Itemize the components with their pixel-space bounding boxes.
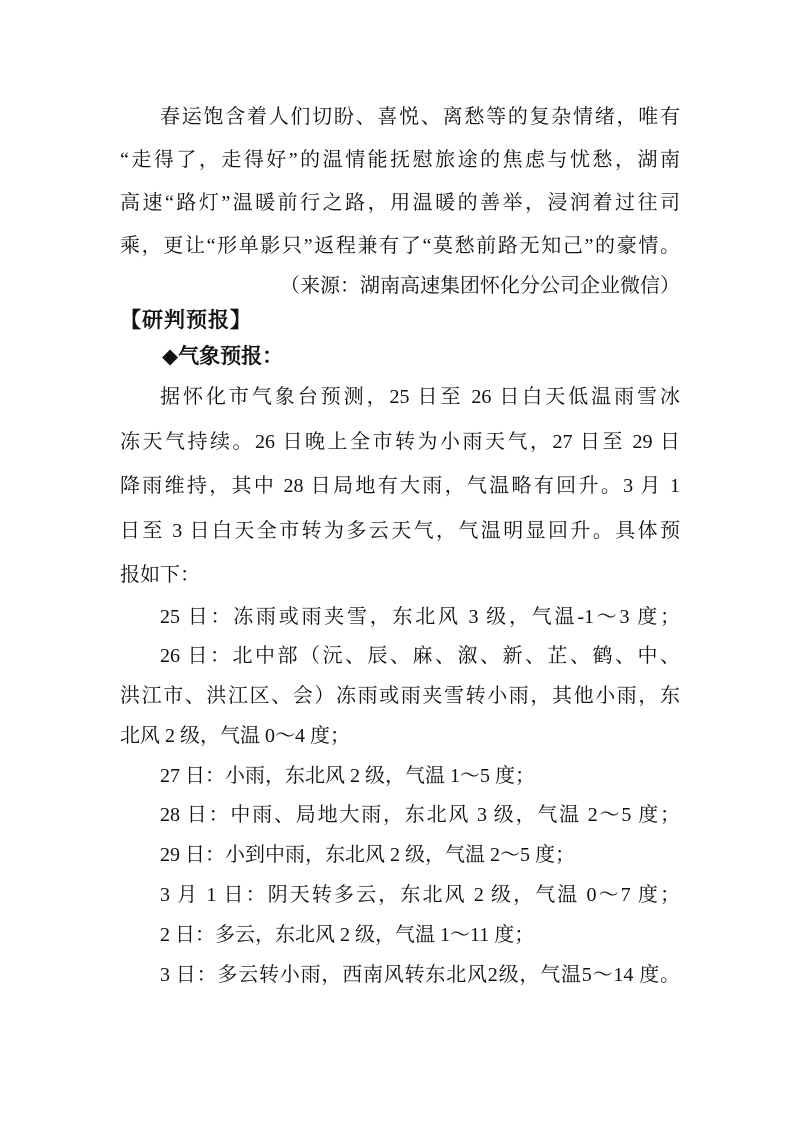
forecast-day-mar-3: 3 日：多云转小雨，西南风转东北风2级，气温5～14 度。: [160, 963, 680, 986]
forecast-intro-line-2: 冻天气持续。26 日晚上全市转为小雨天气，27 日至 29 日: [120, 430, 680, 453]
intro-line-2: “走得了，走得好”的温情能抚慰旅途的焦虑与忧愁，湖南: [120, 149, 680, 171]
subsection-heading-text: 气象预报：: [178, 344, 284, 368]
intro-line-3: 高速“路灯”温暖前行之路，用温暖的善举，浸润着过往司: [120, 192, 680, 214]
daily-forecast-list: [120, 598, 680, 996]
forecast-day-25: 25 日：冻雨或雨夹雪，东北风 3 级，气温-1～3 度；: [160, 605, 680, 628]
section-heading: 【研判预报】: [120, 309, 252, 332]
document-content: [120, 96, 680, 995]
subsection-heading: [120, 338, 680, 375]
forecast-day-26-line-3: 北风 2 级，气温 0～4 度；: [120, 724, 350, 747]
source-attribution: （来源：湖南高速集团怀化分公司企业微信）: [280, 275, 680, 297]
forecast-day-29: 29 日：小到中雨，东北风 2 级，气温 2～5 度；: [160, 844, 575, 867]
forecast-intro-paragraph: [120, 375, 680, 598]
forecast-day-28: 28 日：中雨、局地大雨，东北风 3 级，气温 2～5 度；: [160, 804, 680, 827]
forecast-intro-line-1: 据怀化市气象台预测，25 日至 26 日白天低温雨雪冰: [160, 386, 680, 408]
forecast-intro-line-4: 日至 3 日白天全市转为多云天气，气温明显回升。具体预: [120, 519, 680, 542]
diamond-bullet-icon: ◆: [162, 344, 179, 368]
forecast-intro-line-5: 报如下：: [120, 564, 200, 586]
intro-line-1: 春运饱含着人们切盼、喜悦、离愁等的复杂情绪，唯有: [160, 106, 680, 128]
intro-paragraph: [120, 96, 680, 268]
forecast-day-mar-2: 2 日：多云，东北风 2 级，气温 1～11 度；: [160, 923, 535, 946]
forecast-day-mar-1: 3 月 1 日：阴天转多云，东北风 2 级，气温 0～7 度；: [160, 884, 680, 907]
forecast-day-26-line-2: 洪江市、洪江区、会）冻雨或雨夹雪转小雨，其他小雨，东: [120, 685, 680, 708]
forecast-day-27: 27 日：小雨，东北风 2 级，气温 1～5 度；: [160, 764, 535, 787]
forecast-day-26-line-1: 26 日：北中部（沅、辰、麻、溆、新、芷、鹤、中、: [160, 645, 680, 668]
intro-line-4: 乘，更让“形单影只”返程兼有了“莫愁前路无知己”的豪情。: [120, 235, 680, 257]
forecast-intro-line-3: 降雨维持，其中 28 日局地有大雨，气温略有回升。3 月 1: [120, 475, 680, 497]
